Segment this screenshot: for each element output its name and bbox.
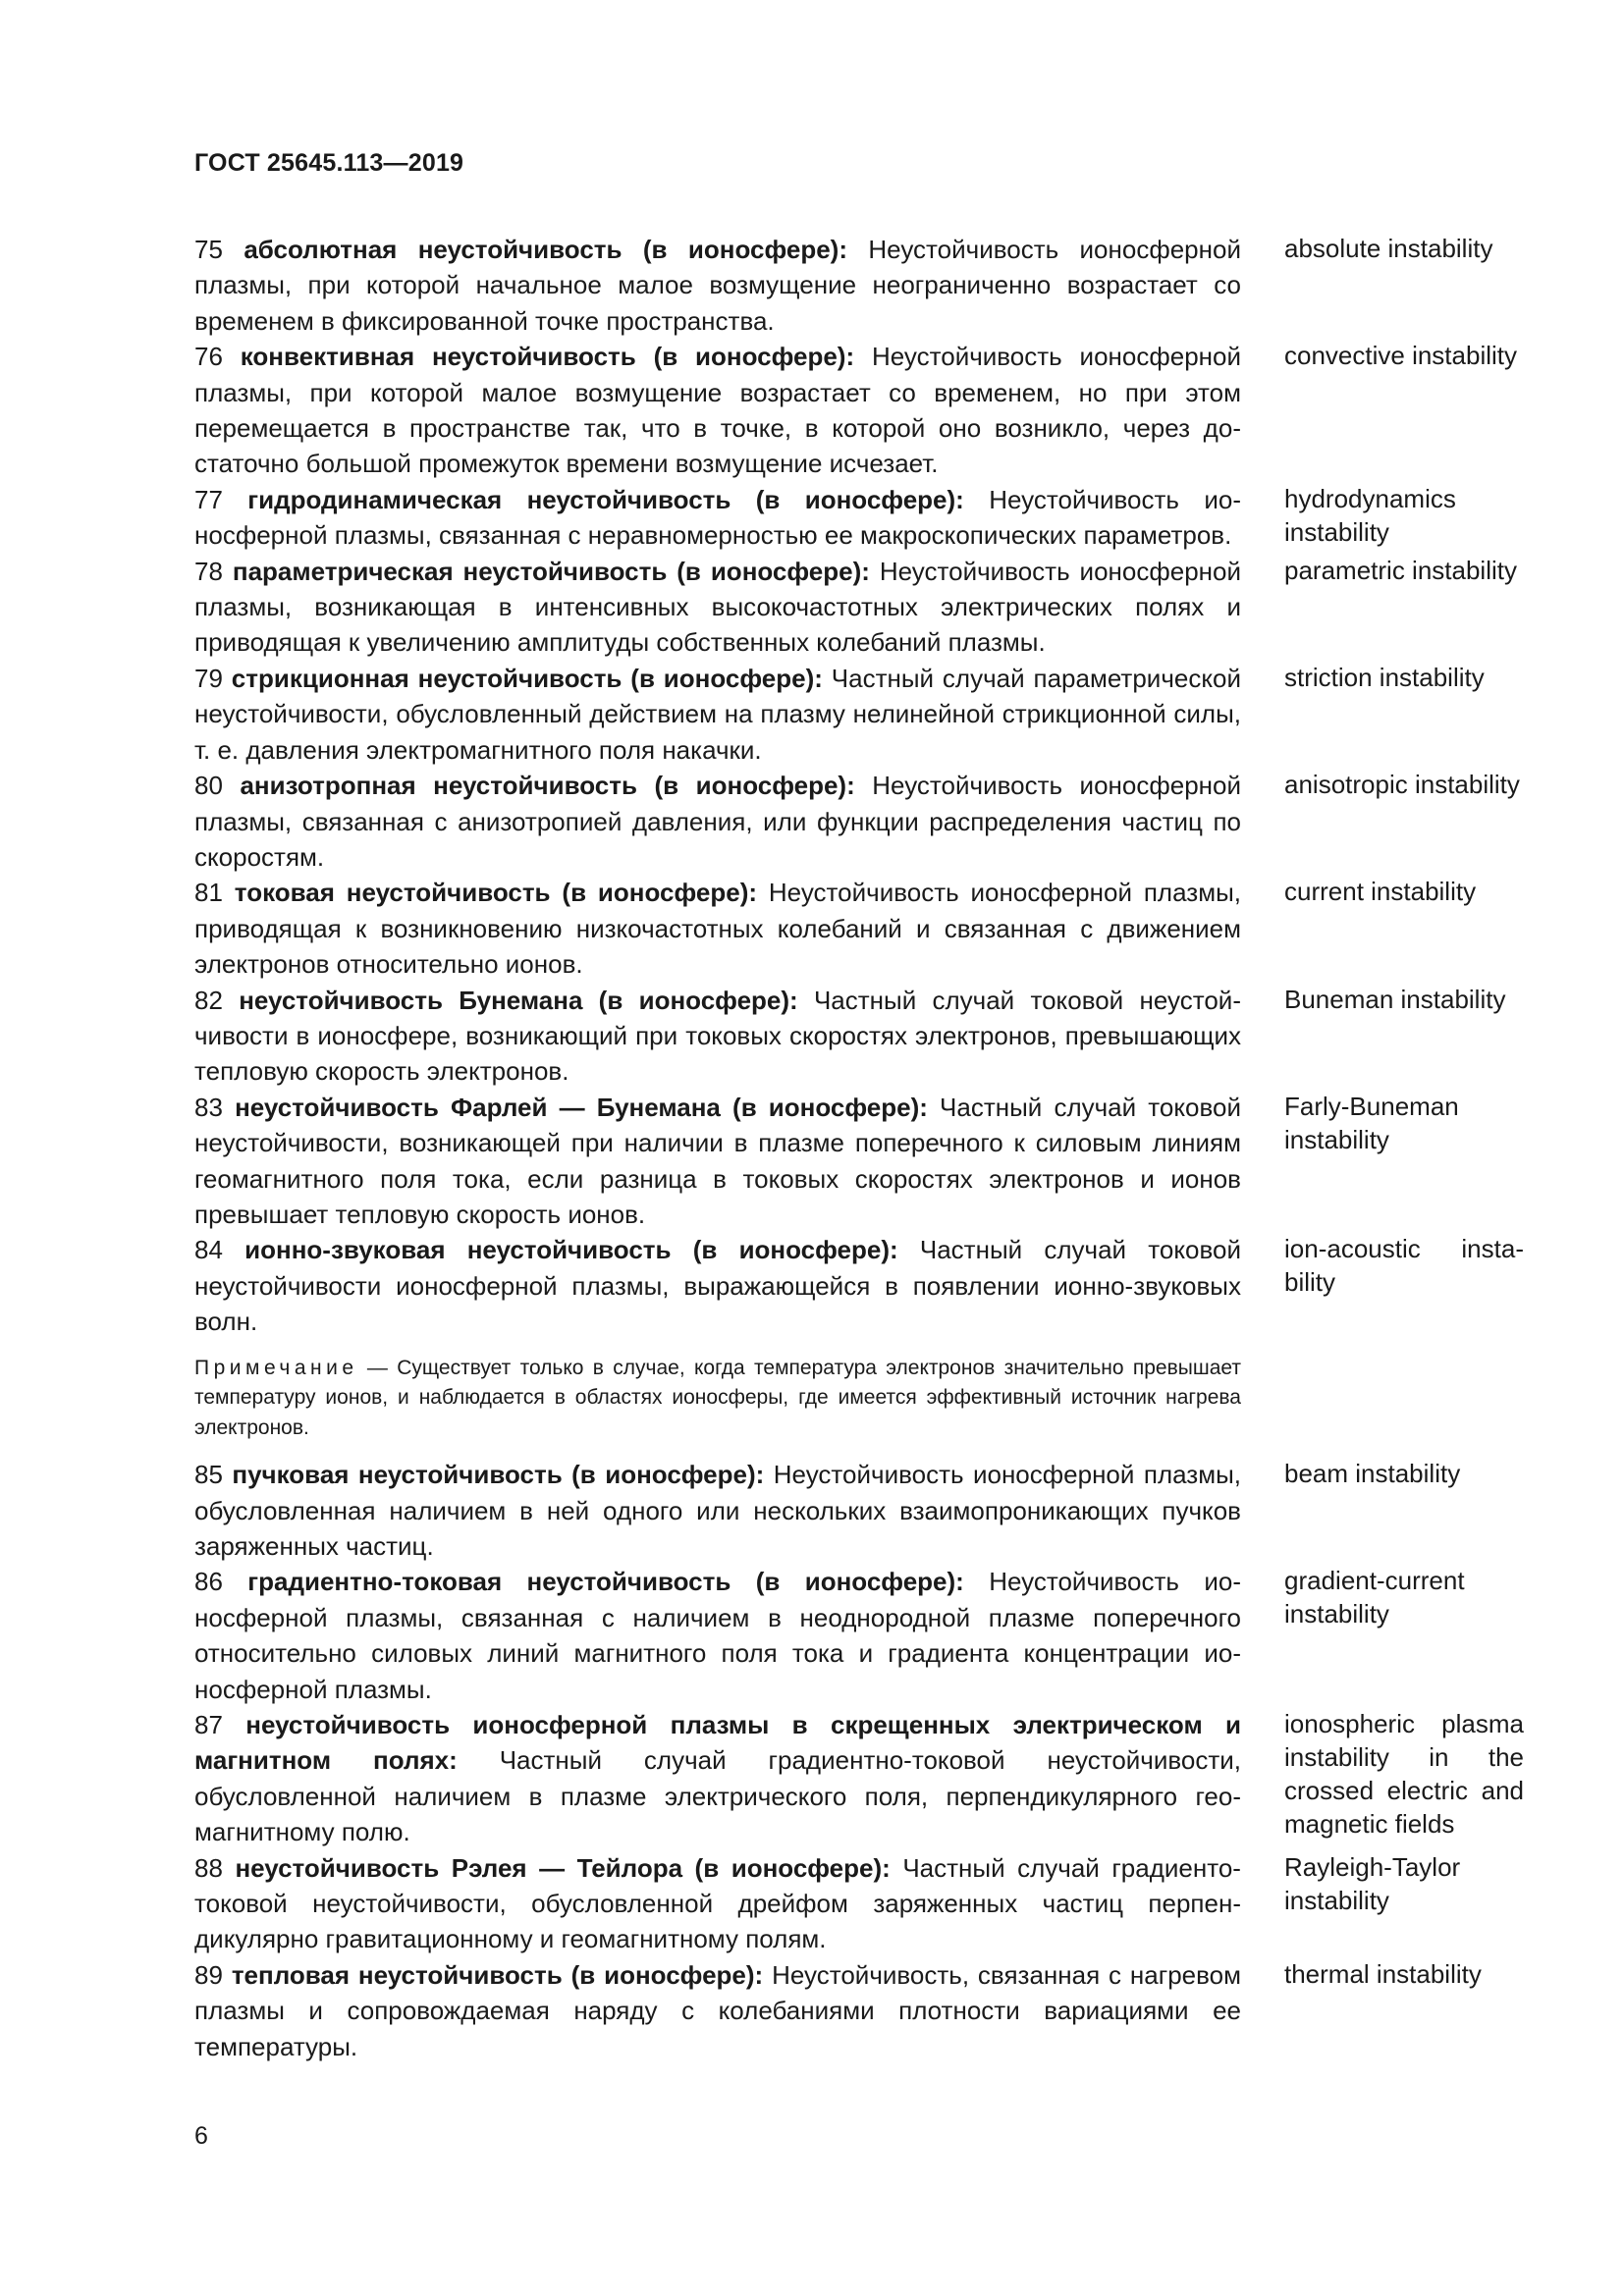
document-header: ГОСТ 25645.113—2019 — [194, 149, 464, 177]
term-number: 83 — [194, 1092, 223, 1122]
term-ru — [194, 661, 1241, 768]
term-number: 86 — [194, 1567, 223, 1597]
term-definition: Неустойчивость ионосферной плазмы, связанная с наличием в неоднородной плазме поперечного относительно силовых линий магнитного поля тока и градиента концентрации ионосферной плазмы. — [194, 1567, 1241, 1704]
term-definition: Неустойчивость ионосферной плазмы, связанная с анизотропией давления, или функции распределения частиц по скоростям. — [194, 771, 1241, 872]
term-ru — [194, 339, 1241, 482]
term-ru — [194, 1232, 1241, 1339]
term-ru — [194, 232, 1241, 339]
term-definition: Неустойчивость, связанная с нагревом плазмы и сопровождаемая наряду с колебаниями плотности вариациями ее температуры. — [194, 1959, 1241, 2061]
terms-list — [194, 232, 1524, 2064]
term-title: пучковая неустойчивость (в ионосфере): — [232, 1460, 765, 1490]
term-entry — [194, 1850, 1524, 1957]
term-ru — [194, 1564, 1241, 1707]
term-entry — [194, 768, 1524, 875]
term-entry — [194, 482, 1524, 554]
term-entry — [194, 661, 1524, 768]
term-en: current instability — [1284, 877, 1477, 907]
page-number: 6 — [194, 2122, 208, 2150]
term-definition: Частный случай параметрической неустойчивости, обусловленный действием на плазму нелинейной стрикционной силы, т. е. давления электромагнитного поля накачки. — [194, 663, 1241, 765]
term-entry — [194, 339, 1524, 482]
term-definition: Неустойчивость ионосферной плазмы, при которой начальное малое возмущение неограниченно возрастает со временем в фиксированной точке пространства. — [194, 235, 1241, 336]
term-en: Farly-Buneman instability — [1284, 1091, 1459, 1154]
term-number: 81 — [194, 878, 223, 908]
term-definition: Частный случай градиентно-токовой неустойчивости, обусловленной наличием в плазме электрического поля, перпендикулярного геомагнитному полю. — [194, 1745, 1242, 1847]
terms-group-b — [194, 1457, 1524, 2064]
term-entry — [194, 1457, 1524, 1564]
term-definition: Неустойчивость ионосферной плазмы, при которой малое возмущение возрастает со временем, но при этом перемещается в пространстве так, что в точке, в которой оно возникло, через достаточно большой промежуток времени возмущение исчезает. — [194, 342, 1241, 479]
term-number: 80 — [194, 771, 223, 801]
term-en: striction instability — [1284, 662, 1485, 692]
term-definition: Частный случай токовой неустойчивости, возникающей при наличии в плазме поперечного к силовым линиям геомагнитного поля тока, если разница в токовых скоростях электронов и ионов превышает тепловую скорость ионов. — [194, 1092, 1241, 1229]
term-title: токовая неустойчивость (в ионосфере): — [234, 878, 758, 908]
note — [194, 1354, 1241, 1444]
term-ru — [194, 1957, 1241, 2064]
term-number: 78 — [194, 556, 223, 586]
term-entry — [194, 983, 1524, 1090]
term-entry — [194, 1957, 1524, 2064]
term-entry — [194, 875, 1524, 982]
term-definition: Неустойчивость ионосферной плазмы, связанная с неравномерностью ее макроскопических параметров. — [194, 484, 1241, 551]
term-ru — [194, 1090, 1241, 1233]
term-definition: Неустойчивость ионосферной плазмы, приводящая к возникновению низкочастотных колебаний и связанная с движением электронов относительно ионов. — [194, 878, 1241, 980]
term-ru — [194, 983, 1241, 1090]
term-en: ionospheric plasma instability in the crossed electric and magnetic fields — [1284, 1708, 1524, 1839]
term-number: 89 — [194, 1959, 223, 1990]
term-title: неустойчивость Рэлея — Тейлора (в ионосфере): — [235, 1852, 891, 1883]
term-title: тепловая неустойчивость (в ионосфере): — [231, 1959, 764, 1990]
term-entry — [194, 1564, 1524, 1707]
term-number: 77 — [194, 484, 223, 514]
term-number: 84 — [194, 1235, 223, 1265]
term-en: convective instability — [1284, 341, 1517, 371]
term-en: Buneman instability — [1284, 984, 1506, 1014]
term-title: абсолютная неустойчивость (в ионосфере): — [244, 235, 847, 264]
term-ru — [194, 554, 1241, 661]
term-title: анизотропная неустойчивость (в ионосфере): — [240, 771, 855, 801]
terms-group-a — [194, 232, 1524, 1340]
term-entry — [194, 1232, 1524, 1339]
term-entry — [194, 554, 1524, 661]
term-en: thermal instability — [1284, 1958, 1482, 1989]
term-ru — [194, 875, 1241, 982]
term-ru — [194, 482, 1241, 554]
term-number: 79 — [194, 663, 223, 693]
term-definition: Частный случай токовой неустойчивости в ионосфере, возникающий при токовых скоростях электронов, превышающих тепловую скорость электронов. — [194, 985, 1241, 1087]
term-title: параметрическая неустойчивость (в ионосфере): — [232, 556, 870, 586]
term-en: gradient-current instability — [1284, 1566, 1465, 1629]
term-definition: Неустойчивость ионосферной плазмы, возникающая в интенсивных высокочастотных электрических полях и приводящая к увеличению амплитуды собственных колебаний плазмы. — [194, 556, 1241, 658]
term-definition: Неустойчивость ионосферной плазмы, обусловленная наличием в ней одного или нескольких взаимопроникающих пучков заряженных частиц. — [194, 1460, 1241, 1561]
term-title: неустойчивость Бунемана (в ионосфере): — [239, 985, 798, 1015]
term-number: 82 — [194, 985, 223, 1015]
term-en: anisotropic instability — [1284, 770, 1520, 800]
term-en: parametric instability — [1284, 555, 1517, 585]
term-title: ионно-звуковая неустойчивость (в ионосфере): — [244, 1235, 898, 1265]
note-text: — Существует только в случае, когда температура электронов значительно превышает температуру ионов, и наблюдается в областях ионосферы, где имеется эффективный источник нагрева электронов. — [194, 1356, 1241, 1439]
term-title: неустойчивость ионосферной плазмы в скрещенных электрическом и магнитном полях: — [194, 1709, 1241, 1776]
term-title: неустойчивость Фарлей — Бунемана (в ионосфере): — [235, 1092, 928, 1122]
term-title: гидродинамическая неустойчивость (в ионосфере): — [247, 484, 964, 514]
term-number: 75 — [194, 235, 223, 264]
term-ru — [194, 1707, 1241, 1850]
term-number: 88 — [194, 1852, 223, 1883]
term-title: градиентно-токовая неустойчивость (в ионосфере): — [247, 1567, 964, 1597]
term-entry — [194, 1090, 1524, 1233]
term-ru — [194, 1457, 1241, 1564]
term-title: стрикционная неустойчивость (в ионосфере): — [231, 663, 823, 693]
term-en: absolute instability — [1284, 234, 1493, 263]
term-en: beam instability — [1284, 1459, 1461, 1489]
term-entry — [194, 232, 1524, 339]
term-number: 87 — [194, 1709, 223, 1739]
term-en: hydrodynamics instability — [1284, 483, 1456, 547]
term-number: 76 — [194, 342, 223, 372]
term-en: Rayleigh-Taylor instability — [1284, 1851, 1461, 1915]
term-number: 85 — [194, 1460, 223, 1490]
term-definition: Частный случай токовой неустойчивости ионосферной плазмы, выражающейся в появлении ионно-звуковых волн. — [194, 1235, 1241, 1337]
term-ru — [194, 768, 1241, 875]
term-title: конвективная неустойчивость (в ионосфере): — [240, 342, 855, 372]
term-entry — [194, 1707, 1524, 1850]
term-en: ion-acoustic instability — [1284, 1234, 1524, 1298]
term-definition: Частный случай градиенто-токовой неустойчивости, обусловленной дрейфом заряженных частиц перпендикулярно гравитационному и геомагнитному полям. — [194, 1852, 1241, 1954]
term-ru — [194, 1850, 1241, 1957]
note-label: Примечание — [194, 1356, 358, 1379]
